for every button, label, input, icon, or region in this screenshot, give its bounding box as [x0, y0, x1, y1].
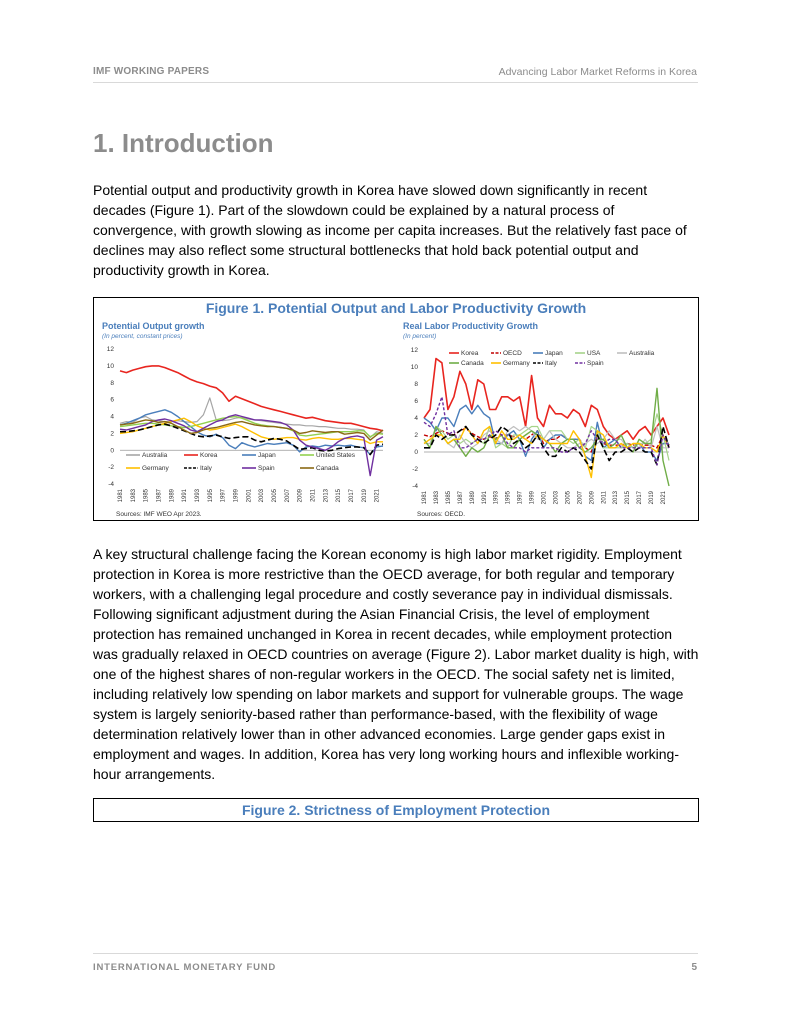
y-tick-label: 10 [106, 362, 114, 370]
x-tick-label: 1995 [505, 491, 512, 505]
x-tick-label: 2021 [374, 489, 381, 503]
x-tick-label: 1993 [194, 489, 201, 503]
chart-source: Sources: IMF WEO Apr 2023. [116, 511, 202, 518]
x-tick-label: 1987 [457, 491, 464, 505]
chart-subtitle: (In percent, constant prices) [102, 333, 183, 340]
x-tick-label: 2021 [661, 491, 668, 505]
y-tick-label: 8 [414, 381, 418, 388]
x-tick-label: 2017 [348, 489, 355, 503]
figure-2-title: Figure 2. Strictness of Employment Protection [241, 802, 551, 818]
x-tick-label: 2003 [259, 489, 266, 503]
legend-label: Canada [316, 465, 339, 472]
x-tick-label: 2003 [553, 491, 560, 505]
x-tick-label: 1987 [156, 489, 163, 503]
legend-label: United States [316, 452, 356, 459]
y-tick-label: 2 [414, 432, 418, 439]
x-tick-label: 2011 [601, 491, 608, 504]
y-tick-label: 2 [110, 430, 114, 438]
legend-label: Japan [545, 350, 563, 357]
x-tick-label: 1997 [220, 489, 227, 503]
legend-label: Japan [258, 452, 276, 459]
y-tick-label: 12 [410, 347, 418, 354]
y-tick-label: 4 [414, 415, 418, 422]
legend-label: Spain [587, 360, 604, 367]
y-tick-label: 12 [106, 346, 114, 353]
potential-output-chart [98, 319, 391, 519]
y-tick-label: -2 [412, 466, 418, 473]
x-tick-label: 2015 [625, 491, 632, 505]
x-tick-label: 1989 [469, 491, 476, 505]
x-tick-label: 1999 [529, 491, 536, 505]
x-tick-label: 2005 [271, 489, 278, 503]
legend-label: Korea [200, 452, 218, 459]
x-tick-label: 2009 [297, 489, 304, 503]
footer-divider [93, 953, 698, 954]
figure-2 [93, 798, 699, 822]
x-tick-label: 1985 [445, 491, 452, 505]
x-tick-label: 2015 [336, 489, 343, 503]
figure-1 [93, 297, 699, 521]
legend-label: Australia [629, 350, 655, 357]
x-tick-label: 2013 [613, 491, 620, 505]
x-tick-label: 1997 [517, 491, 524, 505]
legend-label: Germany [142, 465, 169, 472]
series-line [424, 359, 669, 440]
running-header-left: IMF WORKING PAPERS [93, 66, 210, 77]
running-header-right: Advancing Labor Market Reforms in Korea [498, 66, 697, 78]
x-tick-label: 1981 [118, 489, 124, 503]
header-divider [93, 82, 698, 83]
chart-source: Sources: OECD. [417, 511, 466, 518]
legend-label: OECD [503, 350, 522, 357]
x-tick-label: 2007 [577, 491, 584, 505]
y-tick-label: -4 [412, 483, 418, 490]
x-tick-label: 1983 [433, 491, 440, 505]
legend-label: Canada [461, 360, 484, 367]
labor-productivity-chart [399, 319, 696, 519]
legend-label: Australia [142, 452, 168, 459]
x-tick-label: 1999 [233, 489, 240, 503]
y-tick-label: 0 [110, 447, 114, 455]
legend-label: Italy [545, 360, 557, 367]
x-tick-label: 1995 [207, 489, 214, 503]
x-tick-label: 1989 [169, 489, 176, 503]
x-tick-label: 1991 [182, 489, 189, 503]
x-tick-label: 1983 [130, 489, 137, 503]
legend-label: USA [587, 350, 601, 357]
y-tick-label: 10 [410, 364, 418, 371]
x-tick-label: 1993 [493, 491, 500, 505]
x-tick-label: 2005 [565, 491, 572, 505]
x-tick-label: 1981 [422, 491, 428, 505]
y-tick-label: 8 [110, 379, 114, 387]
x-tick-label: 2007 [284, 489, 291, 503]
y-tick-label: 0 [414, 449, 418, 456]
legend-label: Korea [461, 350, 479, 357]
y-tick-label: 4 [110, 413, 114, 421]
footer-publisher: INTERNATIONAL MONETARY FUND [93, 962, 277, 973]
x-tick-label: 2019 [361, 489, 368, 503]
chart-title: Potential Output growth [102, 321, 205, 331]
x-tick-label: 2001 [541, 491, 548, 505]
paragraph-2: A key structural challenge facing the Korean economy is high labor market rigidity. Employment protection in Korea is more restrictive than the OECD average, for both regular and temporary workers, with a challenging legal procedure and costly severance pay in individual dismissals. Following significant adjustment during the Asian Financial Crisis, the level of employment protection has remained unchanged in Korea in recent decades, while employment protection was gradually relaxed in OECD countries on average (Figure 2). Labor market duality is high, with one of the highest shares of non-regular workers in the OECD. The social safety net is limited, including relatively low spending on labor markets and support for vulnerable groups. The wage system is largely seniority-based rather than performance-based, with the flexibility of wage determination relatively lower than in other advanced economies. Large gender gaps exist in employment and wages. In addition, Korea has very long working hours and inflexible working-hour arrangements. [93, 546, 699, 782]
x-tick-label: 2017 [637, 491, 644, 505]
chart-subtitle: (In percent) [403, 333, 437, 340]
x-tick-label: 2009 [589, 491, 596, 505]
x-tick-label: 2019 [649, 491, 656, 505]
x-tick-label: 2013 [323, 489, 330, 503]
legend-label: Spain [258, 465, 275, 472]
x-tick-label: 1985 [143, 489, 150, 503]
legend-label: Germany [503, 360, 530, 367]
x-tick-label: 2011 [310, 489, 317, 502]
y-tick-label: -2 [108, 464, 114, 472]
y-tick-label: 6 [414, 398, 418, 405]
x-tick-label: 2001 [246, 489, 253, 503]
y-tick-label: 6 [110, 396, 114, 404]
legend-label: Italy [200, 465, 212, 472]
section-title: 1. Introduction [93, 128, 274, 158]
x-tick-label: 1991 [481, 491, 488, 505]
figure-1-title: Figure 1. Potential Output and Labor Productivity Growth [205, 300, 587, 316]
page-number: 5 [691, 962, 697, 973]
chart-title: Real Labor Productivity Growth [403, 321, 539, 331]
paragraph-1: Potential output and productivity growth in Korea have slowed down significantly in recent decades (Figure 1). Part of the slowdown could be explained by a natural process of convergence, with growth slowing as income per capita increases. But the relatively fast pace of declines may also reflect some structural bottlenecks that hold back potential output and productivity growth in Korea. [93, 182, 687, 278]
y-tick-label: -4 [108, 481, 114, 488]
